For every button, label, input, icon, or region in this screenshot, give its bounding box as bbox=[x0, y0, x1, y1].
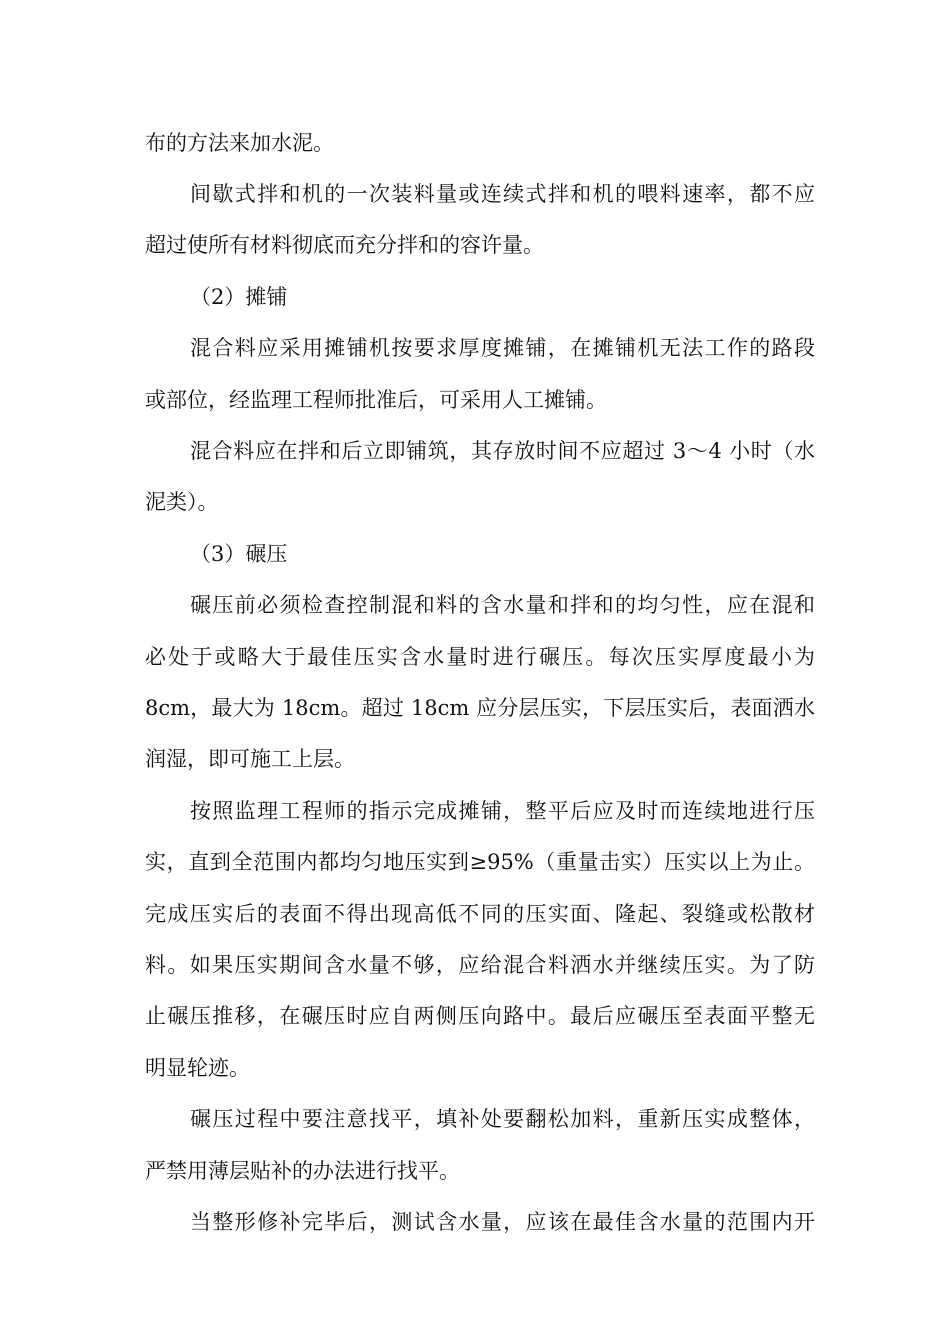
text-line: 明显轮迹。 bbox=[145, 1056, 250, 1080]
text-line: 8cm，最大为 18cm。超过 18cm 应分层压实，下层压实后，表面洒水 bbox=[145, 696, 815, 720]
section-heading: （2）摊铺 bbox=[190, 285, 288, 309]
text-line: 必处于或略大于最佳压实含水量时进行碾压。每次压实厚度最小为 bbox=[145, 645, 815, 669]
text-line: 当整形修补完毕后，测试含水量，应该在最佳含水量的范围内开 bbox=[190, 1210, 815, 1234]
text-line: 或部位，经监理工程师批准后，可采用人工摊铺。 bbox=[145, 388, 607, 412]
text-line: 布的方法来加水泥。 bbox=[145, 131, 334, 155]
text-line: 混合料应在拌和后立即铺筑，其存放时间不应超过 3～4 小时（水 bbox=[190, 439, 815, 463]
text-line: 严禁用薄层贴补的办法进行找平。 bbox=[145, 1159, 460, 1183]
section-heading: （3）碾压 bbox=[190, 542, 288, 566]
text-line: 润湿，即可施工上层。 bbox=[145, 747, 355, 771]
text-line: 泥类）。 bbox=[145, 490, 219, 514]
text-line: 碾压前必须检查控制混和料的含水量和拌和的均匀性，应在混和 bbox=[190, 593, 815, 617]
text-line: 间歇式拌和机的一次装料量或连续式拌和机的喂料速率，都不应 bbox=[190, 182, 815, 206]
text-line: 实，直到全范围内都均匀地压实到≥95%（重量击实）压实以上为止。 bbox=[145, 850, 815, 874]
text-line: 止碾压推移，在碾压时应自两侧压向路中。最后应碾压至表面平整无 bbox=[145, 1004, 815, 1028]
text-line: 按照监理工程师的指示完成摊铺，整平后应及时而连续地进行压 bbox=[190, 799, 815, 823]
text-line: 碾压过程中要注意找平，填补处要翻松加料，重新压实成整体， bbox=[190, 1107, 815, 1131]
text-line: 料。如果压实期间含水量不够，应给混合料洒水并继续压实。为了防 bbox=[145, 953, 815, 977]
text-line: 完成压实后的表面不得出现高低不同的压实面、隆起、裂缝或松散材 bbox=[145, 902, 815, 926]
text-line: 超过使所有材料彻底而充分拌和的容许量。 bbox=[145, 233, 544, 257]
text-line: 混合料应采用摊铺机按要求厚度摊铺，在摊铺机无法工作的路段 bbox=[190, 336, 815, 360]
